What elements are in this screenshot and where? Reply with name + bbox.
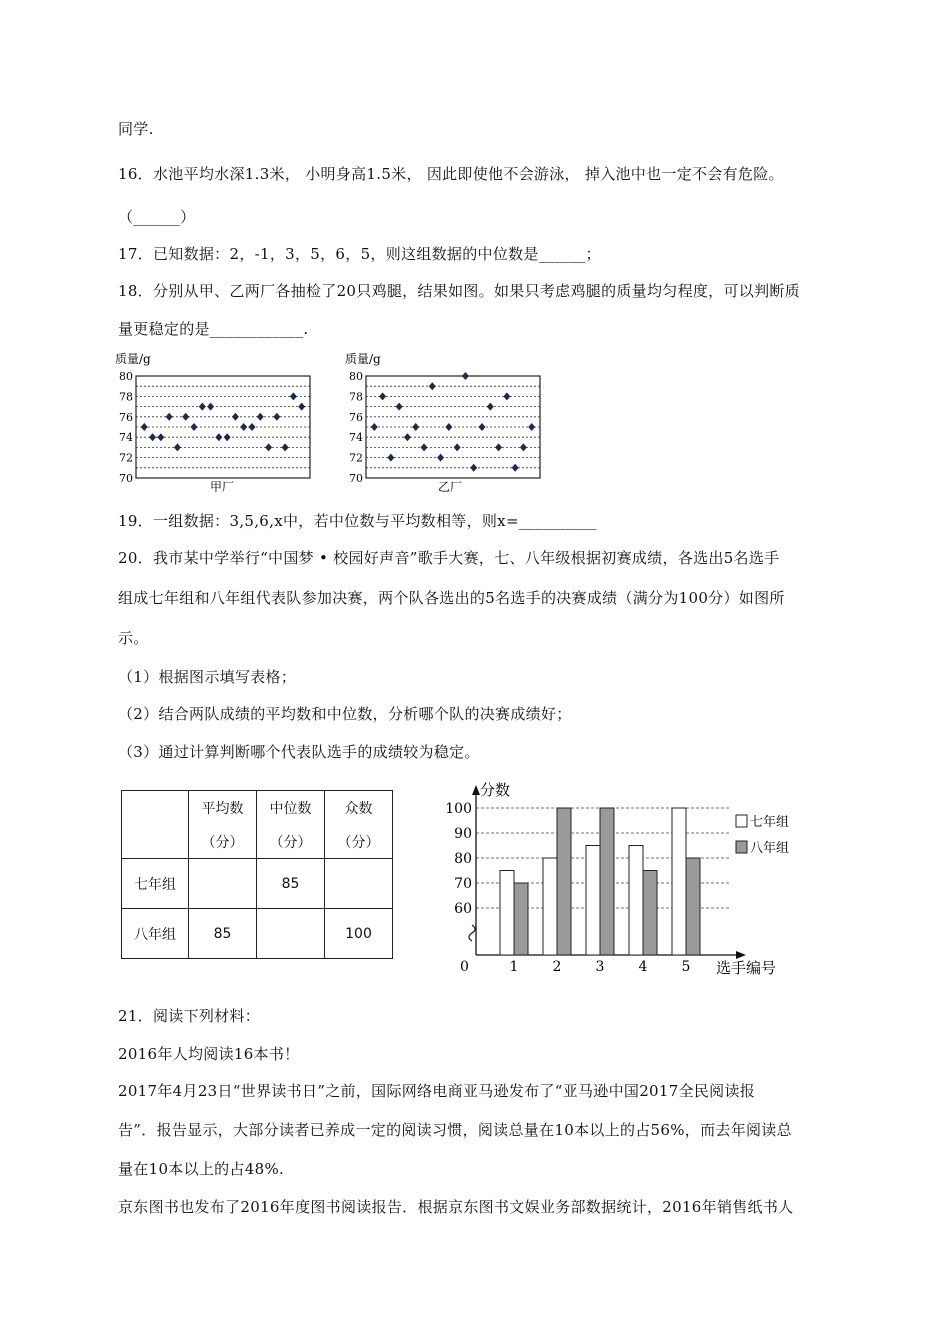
table-header bbox=[325, 791, 393, 859]
question-20-cont: 组成七年组和八年组代表队参加决赛，两个队各选出的5名选手的决赛成绩（满分为100分）如图所 bbox=[118, 589, 785, 607]
y-tick-label: 70 bbox=[454, 876, 472, 892]
y-tick-label: 80 bbox=[454, 851, 472, 867]
legend-label: 七年组 bbox=[750, 815, 790, 830]
row-label: 七年组 bbox=[122, 859, 189, 909]
y-axis-label: 质量/g bbox=[115, 352, 151, 366]
bar-grade7 bbox=[543, 858, 557, 955]
x-axis-arrow bbox=[736, 951, 746, 959]
scatter-chart-jia bbox=[110, 348, 320, 496]
question-18-cont: 量更稳定的是____________. bbox=[118, 320, 309, 338]
legend-label: 八年组 bbox=[750, 841, 790, 856]
table-row bbox=[122, 859, 393, 909]
question-20-part3: （3）通过计算判断哪个代表队选手的成绩较为稳定。 bbox=[118, 743, 480, 761]
y-tick-label: 60 bbox=[454, 901, 472, 917]
bar-grade7 bbox=[629, 846, 643, 956]
table-cell: 85 bbox=[189, 909, 257, 959]
data-point bbox=[479, 423, 486, 431]
axis-break-mark bbox=[469, 925, 475, 941]
question-16-answer-blank: （______） bbox=[118, 208, 196, 226]
bar-chart-scores bbox=[440, 775, 800, 985]
data-point bbox=[520, 443, 527, 451]
header-top: 中位数 bbox=[269, 800, 312, 817]
row-label: 八年组 bbox=[122, 909, 189, 959]
y-tick-label: 80 bbox=[119, 370, 133, 383]
legend-swatch bbox=[736, 841, 747, 853]
legend-swatch bbox=[736, 815, 747, 827]
table-cell bbox=[257, 909, 325, 959]
data-point bbox=[387, 454, 394, 462]
data-point bbox=[174, 443, 181, 451]
y-axis-label: 质量/g bbox=[345, 352, 381, 366]
question-20-part1: （1）根据图示填写表格； bbox=[118, 668, 297, 686]
score-table bbox=[121, 790, 393, 959]
data-point bbox=[166, 413, 173, 421]
question-19: 19．一组数据：3,5,6,x中，若中位数与平均数相等，则x=__________ bbox=[118, 512, 597, 530]
data-point bbox=[207, 403, 214, 411]
header-unit: （分） bbox=[201, 834, 244, 851]
paragraph-line: 量在10本以上的占48%. bbox=[118, 1160, 285, 1178]
data-point bbox=[445, 423, 452, 431]
table-row bbox=[122, 909, 393, 959]
y-tick-label: 74 bbox=[119, 431, 133, 445]
y-tick-label: 90 bbox=[454, 826, 472, 842]
data-point bbox=[462, 372, 469, 380]
x-tick-label: 2 bbox=[552, 959, 562, 975]
data-point bbox=[182, 413, 189, 421]
question-18: 18．分别从甲、乙两厂各抽检了20只鸡腿，结果如图。如果只考虑鸡腿的质量均匀程度，可以判断质 bbox=[118, 282, 800, 300]
y-tick-label: 72 bbox=[349, 451, 363, 465]
bar-grade7 bbox=[672, 808, 686, 955]
header-top: 平均数 bbox=[201, 800, 244, 817]
y-tick-label: 78 bbox=[349, 390, 363, 404]
data-point bbox=[249, 423, 256, 431]
data-point bbox=[215, 433, 222, 441]
data-point bbox=[191, 423, 198, 431]
data-point bbox=[257, 413, 264, 421]
data-point bbox=[199, 403, 206, 411]
y-tick-label: 76 bbox=[119, 410, 133, 424]
data-point bbox=[429, 382, 436, 390]
paragraph-line: 2016年人均阅读16本书！ bbox=[118, 1045, 300, 1063]
paragraph-line: 2017年4月23日“世界读书日”之前，国际网络电商亚马逊发布了“亚马逊中国2017全民阅读报 bbox=[118, 1082, 756, 1100]
y-tick-label: 80 bbox=[349, 370, 363, 383]
question-21: 21．阅读下列材料： bbox=[118, 1007, 261, 1025]
data-point bbox=[371, 423, 378, 431]
header-unit: （分） bbox=[337, 834, 380, 851]
y-tick-label: 78 bbox=[119, 390, 133, 404]
paragraph-line: 京东图书也发布了2016年度图书阅读报告．根据京东图书文娱业务部数据统计，2016年销售纸书人 bbox=[118, 1198, 794, 1216]
data-point bbox=[412, 423, 419, 431]
question-17: 17．已知数据：2，-1，3，5，6，5，则这组数据的中位数是______； bbox=[118, 245, 601, 263]
data-point bbox=[487, 403, 494, 411]
header-top: 众数 bbox=[344, 800, 373, 817]
data-point bbox=[437, 454, 444, 462]
table-cell: 85 bbox=[257, 859, 325, 909]
data-point bbox=[528, 423, 535, 431]
table-cell bbox=[325, 859, 393, 909]
data-point bbox=[157, 433, 164, 441]
chart-title: 甲厂 bbox=[210, 480, 235, 494]
data-point bbox=[273, 413, 280, 421]
data-point bbox=[149, 433, 156, 441]
data-point bbox=[224, 433, 231, 441]
y-tick-label: 100 bbox=[445, 801, 472, 817]
data-point bbox=[240, 423, 247, 431]
data-point bbox=[454, 443, 461, 451]
y-tick-label: 72 bbox=[119, 451, 133, 465]
data-point bbox=[404, 433, 411, 441]
question-20-part2: （2）结合两队成绩的平均数和中位数，分析哪个队的决赛成绩好； bbox=[118, 705, 572, 723]
y-axis-label: 分数 bbox=[480, 781, 511, 799]
data-point bbox=[512, 464, 519, 472]
data-point bbox=[421, 443, 428, 451]
y-tick-label: 70 bbox=[349, 472, 363, 485]
plot-frame bbox=[136, 376, 310, 478]
data-point bbox=[290, 392, 297, 400]
bar-grade8 bbox=[600, 808, 614, 955]
table-cell bbox=[189, 859, 257, 909]
y-tick-label: 76 bbox=[349, 410, 363, 424]
data-point bbox=[470, 464, 477, 472]
y-axis-arrow bbox=[472, 785, 480, 795]
data-point bbox=[141, 423, 148, 431]
bar-grade8 bbox=[643, 871, 657, 956]
bar-grade8 bbox=[557, 808, 571, 955]
table-header bbox=[257, 791, 325, 859]
data-point bbox=[379, 392, 386, 400]
x-tick-label: 1 bbox=[509, 959, 519, 975]
plot-frame bbox=[366, 376, 540, 478]
x-axis-label: 选手编号 bbox=[716, 959, 777, 977]
data-point bbox=[495, 443, 502, 451]
origin-label: 0 bbox=[460, 959, 469, 975]
x-tick-label: 4 bbox=[638, 959, 648, 975]
bar-grade8 bbox=[686, 858, 700, 955]
data-point bbox=[282, 443, 289, 451]
data-point bbox=[503, 392, 510, 400]
data-point bbox=[298, 403, 305, 411]
question-20-cont2: 示。 bbox=[118, 629, 149, 647]
paragraph-line: 告”．报告显示，大部分读者已养成一定的阅读习惯，阅读总量在10本以上的占56%，而去年阅读总 bbox=[118, 1121, 792, 1139]
data-point bbox=[396, 403, 403, 411]
bar-grade7 bbox=[500, 871, 514, 956]
header-unit: （分） bbox=[269, 834, 312, 851]
scatter-chart-yi bbox=[340, 348, 550, 496]
x-tick-label: 5 bbox=[681, 959, 691, 975]
bar-grade8 bbox=[514, 883, 528, 955]
data-point bbox=[232, 413, 239, 421]
x-tick-label: 3 bbox=[595, 959, 605, 975]
table-corner bbox=[122, 791, 189, 859]
y-tick-label: 70 bbox=[119, 472, 133, 485]
question-16: 16．水池平均水深1.3米， 小明身高1.5米， 因此即使他不会游泳， 掉入池中也一定不会有危险。 bbox=[118, 165, 784, 183]
table-header bbox=[189, 791, 257, 859]
text-line: 同学. bbox=[118, 120, 154, 138]
question-20: 20．我市某中学举行“中国梦 • 校园好声音”歌手大赛，七、八年级根据初赛成绩，各选出5名选手 bbox=[118, 549, 780, 567]
bar-grade7 bbox=[586, 846, 600, 956]
table-cell: 100 bbox=[325, 909, 393, 959]
chart-title: 乙厂 bbox=[438, 480, 463, 494]
y-tick-label: 74 bbox=[349, 431, 363, 445]
data-point bbox=[265, 443, 272, 451]
